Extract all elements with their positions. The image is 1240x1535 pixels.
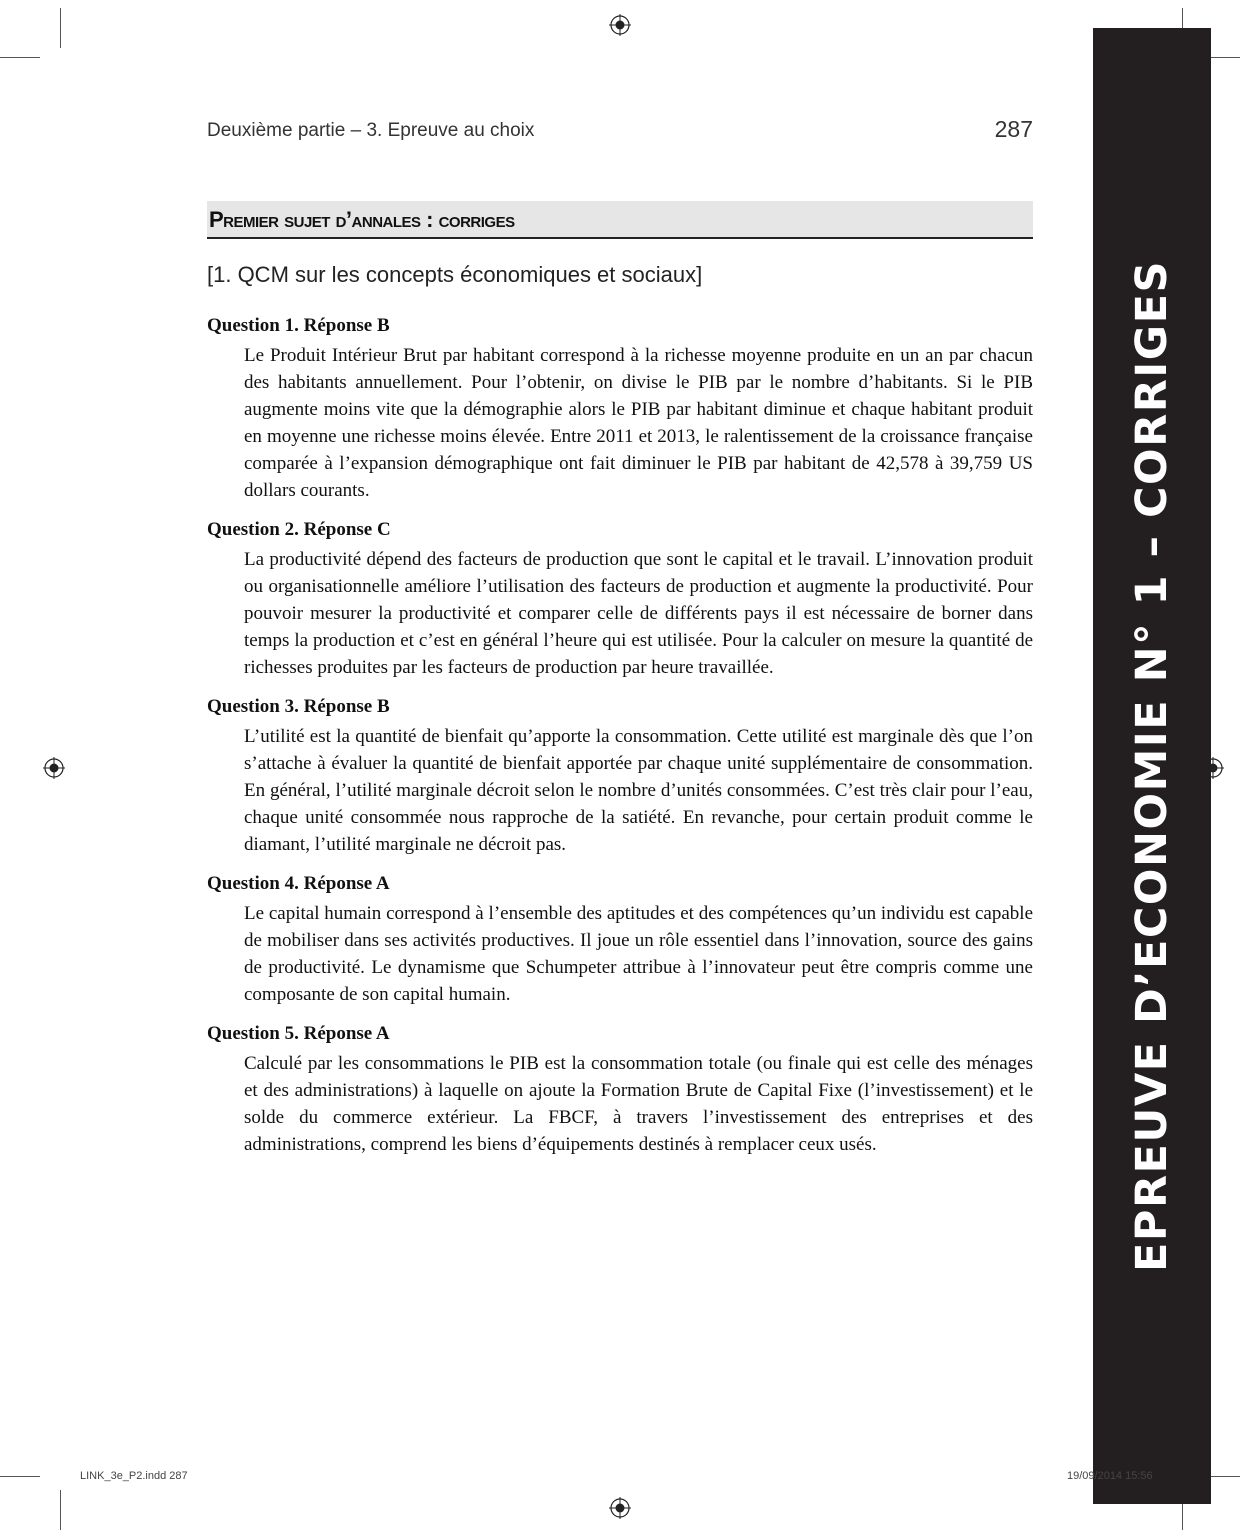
question-title: Question 4. Réponse A	[207, 873, 390, 894]
chapter-tab-label: EPREUVE D’ECONOMIE N° 1 – CORRIGES	[1127, 260, 1177, 1272]
question-title: Question 5. Réponse A	[207, 1023, 390, 1044]
crop-mark	[0, 1476, 40, 1477]
question-title: Question 2. Réponse C	[207, 519, 391, 540]
question-answer-text: Le capital humain correspond à l’ensemble des aptitudes et des compétences qu’un individu est capable de mobiliser dans ses activités productives. Il joue un rôle essentiel dans l’innovation, source des gains de productivité. Le dynamisme que Schumpeter attribue à l’innovateur peut être compris comme une composante de son capital humain.	[244, 903, 1033, 1005]
question-block	[207, 516, 1033, 681]
crop-mark	[0, 57, 40, 58]
question-answer-text: La productivité dépend des facteurs de production que sont le capital et le travail. L’innovation produit ou organisationnelle améliore l’utilisation des facteurs de production et augmente la productivité. Pour pouvoir mesurer la productivité et comparer celle de différents pays il est nécessaire de borner dans temps la production et c’est en général l’heure qui est utilisée. Pour la calculer on mesure la quantité de richesses produites par les facteurs de production par heure travaillée.	[244, 549, 1033, 678]
question-block	[207, 1020, 1033, 1158]
running-head-section: Deuxième partie – 3. Epreuve au choix	[207, 120, 535, 141]
question-title: Question 1. Réponse B	[207, 315, 390, 336]
crop-mark	[60, 1490, 61, 1530]
question-answer-text: L’utilité est la quantité de bienfait qu’apporte la consommation. Cette utilité est marginale dès que l’on s’attache à évaluer la quantité de bienfait apportée par chaque unité supplémentaire de consommation. En général, l’utilité marginale décroit selon le nombre d’unités consommées. C’est très clair pour l’eau, chaque unité consommée nous rapproche de la satiété. En revanche, pour certain produit comme le diamant, l’utilité marginale ne décroit pas.	[244, 726, 1033, 855]
question-title: Question 3. Réponse B	[207, 696, 390, 717]
registration-mark-icon	[43, 757, 65, 779]
question-block	[207, 693, 1033, 858]
question-answer-text: Le Produit Intérieur Brut par habitant correspond à la richesse moyenne produite en un an par chacun des habitants annuellement. Pour l’obtenir, on divise le PIB par le nombre d’habitants. Si le PIB augmente moins vite que la démographie alors le PIB par habitant diminue et chaque habitant produit en moyenne une richesse moins élevée. Entre 2011 et 2013, le ralentissement de la croissance française comparée à l’expansion démographique ont fait diminuer le PIB par habitant de 42,578 à 39,759 US dollars courants.	[244, 345, 1033, 501]
section-heading	[207, 201, 1033, 239]
page-number: 287	[994, 116, 1033, 142]
registration-mark-icon	[609, 1497, 631, 1519]
question-block	[207, 870, 1033, 1008]
registration-mark-icon	[609, 14, 631, 36]
running-head	[207, 116, 1033, 146]
section-heading-text: Premier sujet d’annales : corriges	[209, 207, 515, 232]
subheading: [1. QCM sur les concepts économiques et sociaux]	[207, 262, 703, 287]
question-block	[207, 312, 1033, 504]
slug-date: 19/09/2014 15:56	[1067, 1470, 1153, 1482]
answers-list	[207, 312, 1033, 1170]
slug-file: LINK_3e_P2.indd 287	[80, 1470, 188, 1482]
crop-mark	[60, 8, 61, 48]
chapter-tab	[1093, 28, 1211, 1504]
question-answer-text: Calculé par les consommations le PIB est la consommation totale (ou finale qui est celle des ménages et des administrations) à laquelle on ajoute la Formation Brute de Capital Fixe (l’investissement) et le solde du commerce extérieur. La FBCF, à travers l’investissement des entreprises et des administrations, comprend les biens d’équipements destinés à remplacer ceux usés.	[244, 1053, 1033, 1155]
